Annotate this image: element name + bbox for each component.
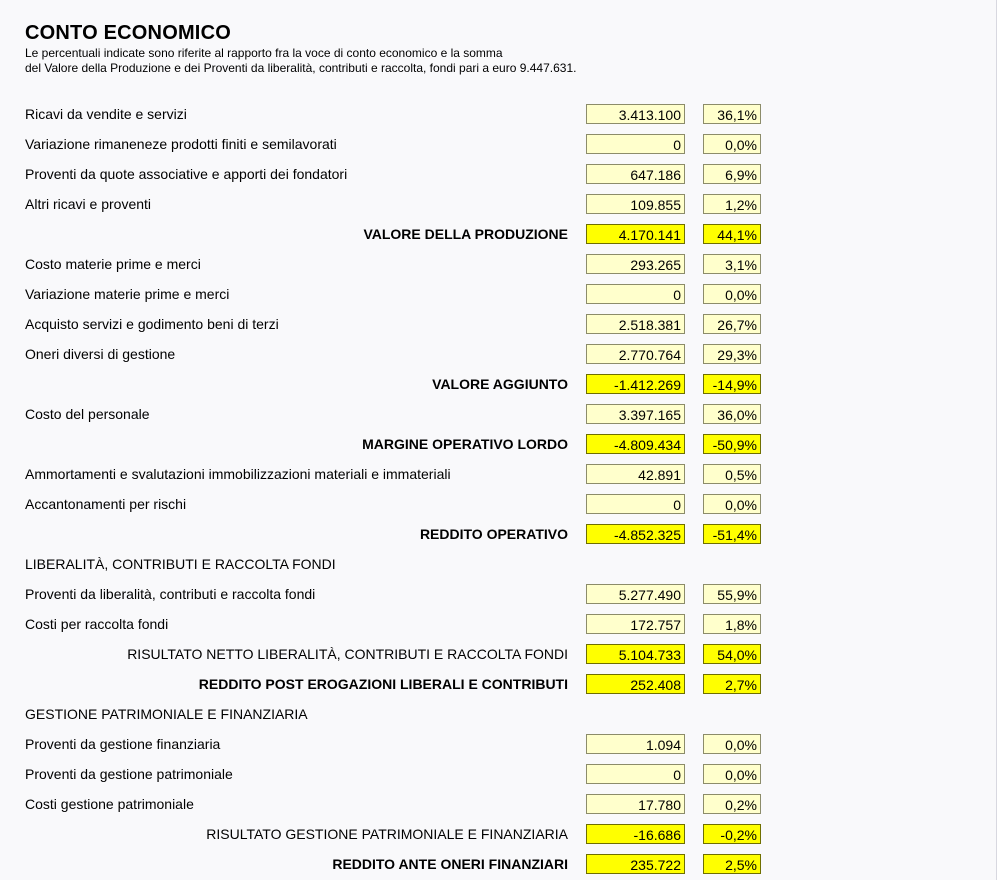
percent-field[interactable]: 6,9% — [703, 164, 761, 184]
value-field[interactable]: 5.277.490 — [586, 584, 685, 604]
percent-field[interactable]: 36,0% — [703, 404, 761, 424]
row-label: Costo del personale — [25, 406, 150, 422]
table-row — [0, 759, 997, 789]
value-field[interactable]: 293.265 — [586, 254, 685, 274]
section-heading-row — [0, 549, 997, 579]
total-percent-field[interactable]: -50,9% — [703, 434, 761, 454]
total-value-field[interactable]: -4.809.434 — [586, 434, 685, 454]
table-row — [0, 249, 997, 279]
row-label: Variazione rimaneneze prodotti finiti e semilavorati — [25, 136, 337, 152]
total-row — [0, 219, 997, 249]
subtotal-label: RISULTATO GESTIONE PATRIMONIALE E FINANZIARIA — [206, 826, 568, 842]
percent-field[interactable]: 36,1% — [703, 104, 761, 124]
section-heading-row — [0, 699, 997, 729]
table-row — [0, 399, 997, 429]
total-row — [0, 369, 997, 399]
percent-field[interactable]: 0,0% — [703, 284, 761, 304]
total-value-field[interactable]: 4.170.141 — [586, 224, 685, 244]
percent-field[interactable]: 3,1% — [703, 254, 761, 274]
total-label: REDDITO POST EROGAZIONI LIBERALI E CONTRIBUTI — [198, 676, 568, 692]
total-label: MARGINE OPERATIVO LORDO — [362, 436, 568, 452]
subtitle-line-2: del Valore della Produzione e dei Proventi da liberalità, contributi e raccolta, fondi pari a euro 9.447.631. — [25, 61, 577, 75]
table-row — [0, 129, 997, 159]
table-row — [0, 459, 997, 489]
value-field[interactable]: 3.413.100 — [586, 104, 685, 124]
row-label: Accantonamenti per rischi — [25, 496, 187, 512]
percent-field[interactable]: 1,8% — [703, 614, 761, 634]
value-field[interactable]: 2.518.381 — [586, 314, 685, 334]
subtotal-value-field[interactable]: 5.104.733 — [586, 644, 685, 664]
row-label: Altri ricavi e proventi — [25, 196, 152, 212]
subtotal-percent-field[interactable]: 54,0% — [703, 644, 761, 664]
value-field[interactable]: 2.770.764 — [586, 344, 685, 364]
total-value-field[interactable]: -1.412.269 — [586, 374, 685, 394]
total-row — [0, 669, 997, 699]
table-row — [0, 579, 997, 609]
total-row — [0, 429, 997, 459]
table-row — [0, 99, 997, 129]
total-label: VALORE AGGIUNTO — [432, 376, 568, 392]
page-subtitle — [25, 46, 576, 76]
percent-field[interactable]: 29,3% — [703, 344, 761, 364]
percent-field[interactable]: 0,5% — [703, 464, 761, 484]
row-label: Acquisto servizi e godimento beni di terzi — [25, 316, 279, 332]
income-statement-table — [0, 99, 997, 879]
value-field[interactable]: 647.186 — [586, 164, 685, 184]
total-percent-field[interactable]: 44,1% — [703, 224, 761, 244]
table-row — [0, 489, 997, 519]
table-row — [0, 159, 997, 189]
value-field[interactable]: 0 — [586, 134, 685, 154]
subtotal-label: RISULTATO NETTO LIBERALITÀ, CONTRIBUTI E RACCOLTA FONDI — [127, 646, 568, 662]
total-value-field[interactable]: 235.722 — [586, 854, 685, 874]
subtitle-line-1: Le percentuali indicate sono riferite al rapporto fra la voce di conto economico e la somma — [25, 46, 503, 60]
row-label: Costi per raccolta fondi — [25, 616, 169, 632]
percent-field[interactable]: 55,9% — [703, 584, 761, 604]
table-row — [0, 609, 997, 639]
value-field[interactable]: 1.094 — [586, 734, 685, 754]
percent-field[interactable]: 0,0% — [703, 734, 761, 754]
section-heading: GESTIONE PATRIMONIALE E FINANZIARIA — [25, 706, 308, 722]
row-label: Costo materie prime e merci — [25, 256, 201, 272]
table-row — [0, 729, 997, 759]
percent-field[interactable]: 0,0% — [703, 134, 761, 154]
table-row — [0, 339, 997, 369]
table-row — [0, 189, 997, 219]
total-label: REDDITO ANTE ONERI FINANZIARI — [332, 856, 568, 872]
subtotal-row — [0, 819, 997, 849]
value-field[interactable]: 0 — [586, 494, 685, 514]
row-label: Proventi da gestione patrimoniale — [25, 766, 233, 782]
value-field[interactable]: 3.397.165 — [586, 404, 685, 424]
row-label: Ammortamenti e svalutazioni immobilizzazioni materiali e immateriali — [25, 466, 451, 482]
table-row — [0, 279, 997, 309]
table-row — [0, 309, 997, 339]
row-label: Ricavi da vendite e servizi — [25, 106, 187, 122]
total-value-field[interactable]: -4.852.325 — [586, 524, 685, 544]
percent-field[interactable]: 26,7% — [703, 314, 761, 334]
total-value-field[interactable]: 252.408 — [586, 674, 685, 694]
row-label: Proventi da gestione finanziaria — [25, 736, 221, 752]
row-label: Oneri diversi di gestione — [25, 346, 176, 362]
total-row — [0, 519, 997, 549]
row-label: Proventi da liberalità, contributi e raccolta fondi — [25, 586, 316, 602]
page-title: CONTO ECONOMICO — [25, 22, 231, 44]
row-label: Variazione materie prime e merci — [25, 286, 230, 302]
total-percent-field[interactable]: -14,9% — [703, 374, 761, 394]
value-field[interactable]: 0 — [586, 284, 685, 304]
row-label: Proventi da quote associative e apporti dei fondatori — [25, 166, 348, 182]
total-percent-field[interactable]: -51,4% — [703, 524, 761, 544]
subtotal-row — [0, 639, 997, 669]
section-heading: LIBERALITÀ, CONTRIBUTI E RACCOLTA FONDI — [25, 556, 336, 572]
total-row — [0, 849, 997, 879]
value-field[interactable]: 172.757 — [586, 614, 685, 634]
subtotal-value-field[interactable]: -16.686 — [586, 824, 685, 844]
total-percent-field[interactable]: 2,5% — [703, 854, 761, 874]
table-row — [0, 789, 997, 819]
total-percent-field[interactable]: 2,7% — [703, 674, 761, 694]
subtotal-percent-field[interactable]: -0,2% — [703, 824, 761, 844]
value-field[interactable]: 0 — [586, 764, 685, 784]
value-field[interactable]: 42.891 — [586, 464, 685, 484]
value-field[interactable]: 109.855 — [586, 194, 685, 214]
percent-field[interactable]: 0,0% — [703, 494, 761, 514]
total-label: REDDITO OPERATIVO — [419, 526, 568, 542]
total-label: VALORE DELLA PRODUZIONE — [363, 226, 568, 242]
percent-field[interactable]: 0,2% — [703, 794, 761, 814]
percent-field[interactable]: 1,2% — [703, 194, 761, 214]
value-field[interactable]: 17.780 — [586, 794, 685, 814]
row-label: Costi gestione patrimoniale — [25, 796, 194, 812]
percent-field[interactable]: 0,0% — [703, 764, 761, 784]
